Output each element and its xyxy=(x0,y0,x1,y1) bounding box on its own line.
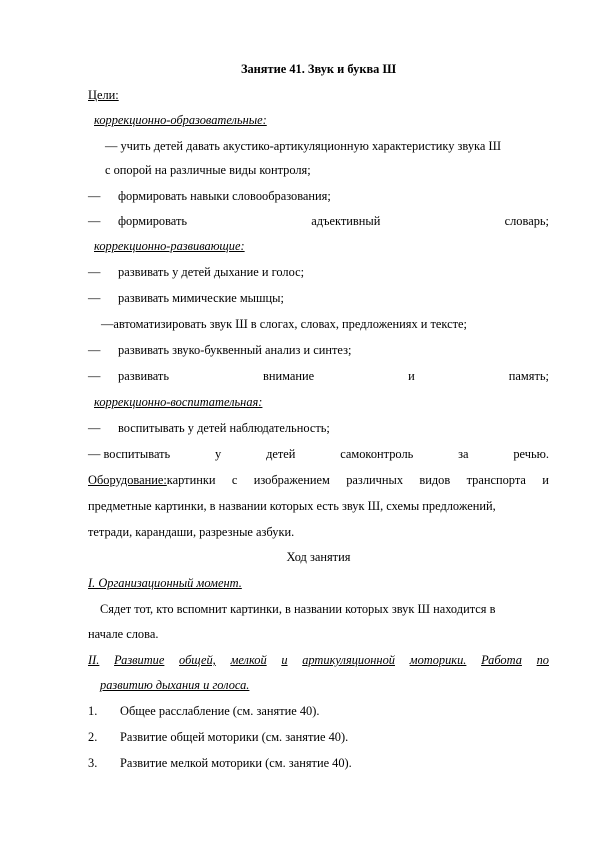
word: формировать xyxy=(118,214,188,228)
word: и xyxy=(281,653,288,667)
list-item xyxy=(88,704,549,718)
list-number: 1. xyxy=(88,704,98,718)
s1-item2-text: формировать навыки словообразования; xyxy=(118,189,331,203)
word: артикуляционной xyxy=(302,653,395,667)
s1-item1-text-a: — учить детей давать акустико-артикуляционную характеристику звука Ш xyxy=(105,139,501,153)
equipment-label: Оборудование: xyxy=(88,473,167,487)
list-text: Развитие общей моторики (см. занятие 40). xyxy=(120,730,349,744)
word: изображением xyxy=(253,473,330,487)
word: адъективный xyxy=(311,214,381,228)
word: развивать xyxy=(118,369,170,383)
goals-label: Цели: xyxy=(88,88,119,102)
word: речью. xyxy=(513,447,549,461)
section1-heading-line xyxy=(88,113,549,127)
word: по xyxy=(536,653,549,667)
word: и xyxy=(408,369,415,383)
word: за xyxy=(458,447,469,461)
s1-item1-line-b xyxy=(88,163,549,177)
word: Работа xyxy=(481,653,522,667)
dash-marker: — xyxy=(88,343,101,357)
s2-item3-text: —автоматизировать звук Ш в слогах, словах, предложениях и тексте; xyxy=(101,317,467,331)
s2-item4-text: развивать звуко-буквенный анализ и синтез; xyxy=(118,343,352,357)
word: Развитие xyxy=(114,653,165,667)
word: и xyxy=(542,473,549,487)
equipment-line-c: тетради, карандаши, разрезные азбуки. xyxy=(88,525,295,539)
part2-title-b: развитию дыхания и голоса. xyxy=(100,678,250,692)
s2-item2 xyxy=(88,291,549,305)
word: внимание xyxy=(263,369,315,383)
word: транспорта xyxy=(466,473,526,487)
word: видов xyxy=(419,473,451,487)
word: у xyxy=(215,447,222,461)
s2-item1-text: развивать у детей дыхание и голос; xyxy=(118,265,305,279)
s2-item5 xyxy=(88,369,549,383)
list-item xyxy=(88,756,549,770)
word: общей, xyxy=(179,653,216,667)
s1-item3-words xyxy=(118,214,549,228)
s2-item3 xyxy=(88,317,549,331)
s2-item4 xyxy=(88,343,549,357)
equipment-words xyxy=(167,473,549,487)
part1-title: I. Организационный момент. xyxy=(88,576,242,590)
dash-marker: — xyxy=(88,189,101,203)
word: моторики. xyxy=(409,653,467,667)
section1-label: коррекционно-образовательные: xyxy=(94,113,267,127)
section3-heading-line xyxy=(88,395,549,409)
s2-item1 xyxy=(88,265,549,279)
word: картинки xyxy=(166,473,216,487)
equipment-line-a xyxy=(88,473,549,487)
s1-item1-line-a xyxy=(88,139,549,153)
s3-item2 xyxy=(88,447,549,461)
word: II. xyxy=(88,653,100,667)
part1-text-a xyxy=(88,602,549,616)
part1-title-line xyxy=(88,576,549,590)
s2-item5-words xyxy=(118,369,549,383)
part2-title-line-b xyxy=(88,678,549,692)
section3-label: коррекционно-воспитательная: xyxy=(94,395,263,409)
dash-marker: — xyxy=(88,421,101,435)
word: детей xyxy=(266,447,296,461)
s3-item1 xyxy=(88,421,549,435)
word: самоконтроль xyxy=(340,447,414,461)
s3-item1-text: воспитывать у детей наблюдательность; xyxy=(118,421,330,435)
equipment-line-b: предметные картинки, в названии которых есть звук Ш, схемы предложений, xyxy=(88,499,496,513)
part1-text-a-content: Сядет тот, кто вспомнит картинки, в названии которых звук Ш находится в xyxy=(100,602,496,616)
s1-item1-text-b: с опорой на различные виды контроля; xyxy=(105,163,311,177)
word: — воспитывать xyxy=(88,447,171,461)
s2-item2-text: развивать мимические мышцы; xyxy=(118,291,284,305)
s1-item2 xyxy=(88,189,549,203)
dash-marker: — xyxy=(88,291,101,305)
word: память; xyxy=(508,369,549,383)
list-item xyxy=(88,730,549,744)
word: мелкой xyxy=(230,653,267,667)
dash-marker: — xyxy=(88,369,101,383)
part1-text-b: начале слова. xyxy=(88,627,159,641)
lesson-title: Занятие 41. Звук и буква Ш xyxy=(240,62,397,76)
section2-label: коррекционно-развивающие: xyxy=(94,239,245,253)
course-title: Ход занятия xyxy=(286,550,351,564)
list-number: 2. xyxy=(88,730,98,744)
word: с xyxy=(231,473,238,487)
list-text: Развитие мелкой моторики (см. занятие 40). xyxy=(120,756,352,770)
dash-marker: — xyxy=(88,265,101,279)
word: различных xyxy=(346,473,404,487)
dash-marker: — xyxy=(88,214,101,228)
section2-heading-line xyxy=(88,239,549,253)
s1-item3 xyxy=(88,214,549,228)
list-number: 3. xyxy=(88,756,98,770)
part2-title-line-a xyxy=(88,653,549,667)
word: словарь; xyxy=(504,214,549,228)
list-text: Общее расслабление (см. занятие 40). xyxy=(120,704,320,718)
